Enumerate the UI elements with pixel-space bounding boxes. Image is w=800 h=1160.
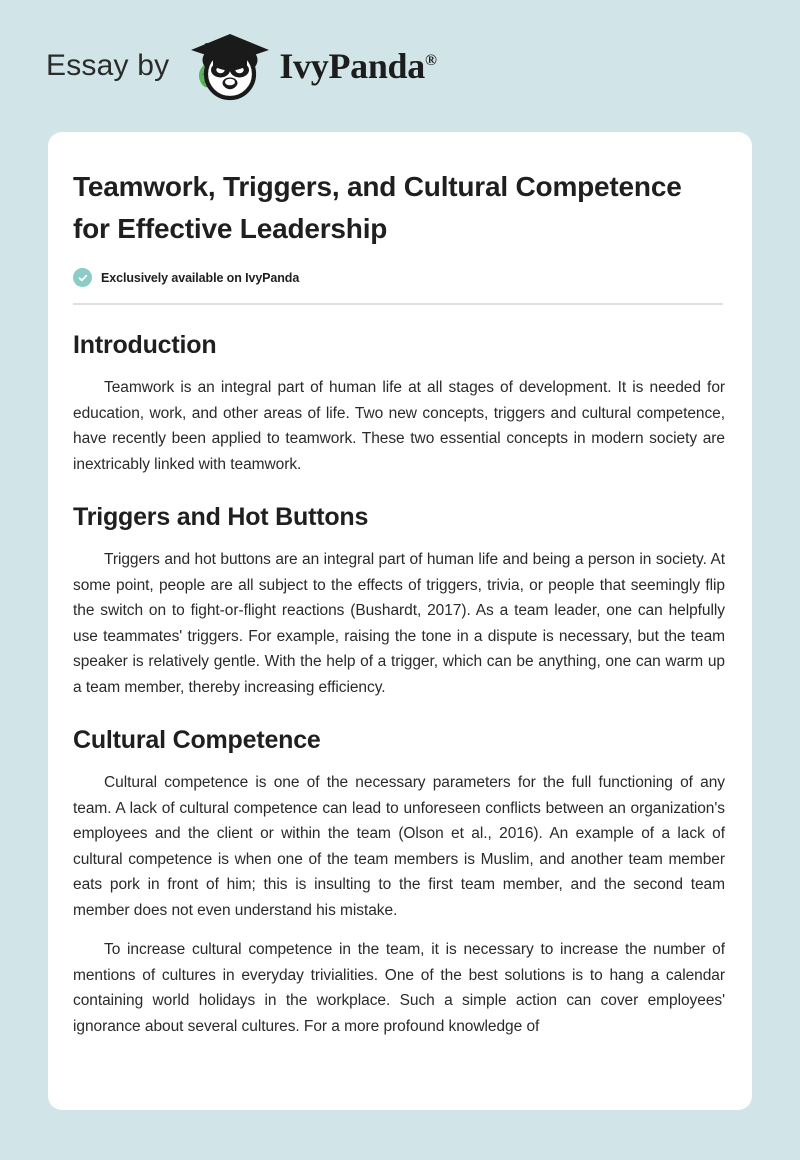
registered-trademark-icon: ® — [424, 52, 437, 69]
status-badge-label: Exclusively available on IvyPanda — [101, 270, 300, 285]
check-circle-icon — [73, 268, 92, 287]
section-heading-triggers-and-hot-buttons: Triggers and Hot Buttons — [73, 503, 369, 531]
status-badge — [73, 268, 725, 287]
section-heading-introduction: Introduction — [73, 331, 217, 359]
brand-name-text: IvyPanda — [279, 46, 425, 86]
paragraph: To increase cultural competence in the team, it is necessary to increase the number of mentions of cultures in everyday trivialities. One of the best solutions is to hang a calendar containing world holidays in the workplace. Such a simple action can cover employees' ignorance about several cultures. For a more profound knowledge of — [73, 941, 725, 1035]
essay-paper-card — [48, 132, 752, 1110]
ivypanda-logo-icon — [187, 30, 273, 102]
paragraph: Teamwork is an integral part of human life at all stages of development. It is needed for education, work, and other areas of life. Two new concepts, triggers and cultural competence, have recently been applied to teamwork. These two essential concepts in modern society are inextricably linked with teamwork. — [73, 379, 725, 473]
paragraph: Cultural competence is one of the necessary parameters for the full functioning of any team. A lack of cultural competence can lead to unforeseen conflicts between an organization's employees and the client or within the team (Olson et al., 2016). An example of a lack of cultural competence is when one of the team members is Muslim, and another team member eats pork in front of him; this is insulting to the first team member, and the second team member does not even understand his mistake. — [73, 774, 725, 919]
ivypanda-wordmark — [279, 48, 436, 84]
page-title: Teamwork, Triggers, and Cultural Competence for Effective Leadership — [73, 171, 682, 244]
paragraph: Triggers and hot buttons are an integral part of human life and being a person in society. At some point, people are all subject to the effects of triggers, trivia, or people that seemingly flip the switch on to fight-or-flight reactions (Bushardt, 2017). As a team leader, one can helpfully use teammates' triggers. For example, raising the tone in a dispute is necessary, but the team speaker is relatively gentle. With the help of a trigger, which can be anything, one can warm up a team member, thereby increasing efficiency. — [73, 551, 725, 696]
title-divider — [73, 303, 723, 305]
essay-by-label: Essay by — [46, 49, 170, 82]
section-heading-cultural-competence: Cultural Competence — [73, 726, 321, 754]
site-header — [0, 0, 800, 132]
